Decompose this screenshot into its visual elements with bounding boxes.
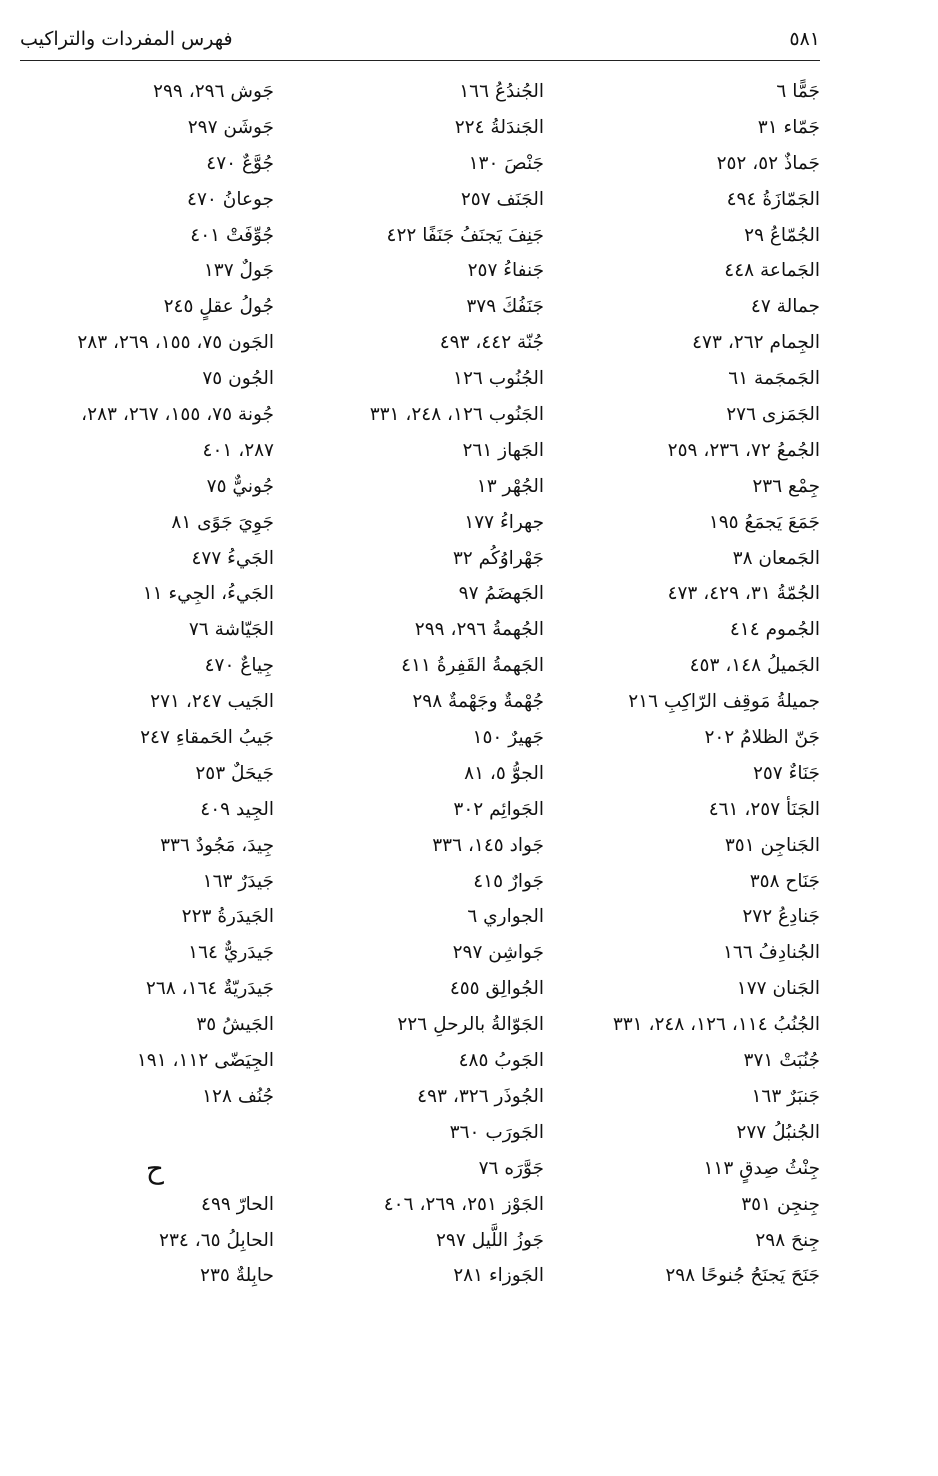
index-entry: جُهْمةٌ وجَهْمةٌ ٢٩٨ — [412, 691, 544, 713]
index-entry: جَهْراوُكُم ٣٢ — [452, 547, 544, 569]
index-entry: حابِلةٌ ٢٣٥ — [200, 1265, 274, 1287]
index-entry: الجَناجِن ٣٥١ — [724, 834, 820, 856]
index-entry: جَنفاءُ ٢٥٧ — [467, 260, 544, 282]
index-entry: الجَيشُ ٣٥ — [196, 1014, 274, 1036]
index-entry: الحارّ ٤٩٩ — [201, 1193, 274, 1215]
index-entry: جَواد ١٤٥، ٣٣٦ — [432, 834, 544, 856]
index-entry: جِياعٌ ٤٧٠ — [204, 655, 274, 677]
index-entry: الجَميلُ ١٤٨، ٤٥٣ — [689, 655, 820, 677]
index-entry: جَنّ الظلامُ ٢٠٢ — [704, 727, 820, 749]
index-entry: الجُهمةُ ٢٩٦، ٢٩٩ — [414, 619, 544, 641]
index-entry: الجُندُعُ ١٦٦ — [459, 81, 544, 102]
index-entry: جَيدَريّةٌ ١٦٤، ٢٦٨ — [145, 978, 274, 1000]
index-entry: جميلةُ مَوقِف الرّاكِبِ ٢١٦ — [628, 691, 820, 713]
index-entry: الجواري ٦ — [467, 906, 544, 928]
index-entry: جَيدَريٌّ ١٦٤ — [188, 942, 274, 964]
index-entry: جَنَفُكَ ٣٧٩ — [466, 296, 544, 318]
index-entry: الجُهْر ١٣ — [476, 475, 544, 497]
index-entry: جِنجِن ٣٥١ — [741, 1193, 820, 1215]
index-entry: جَواشِن ٢٩٧ — [452, 942, 544, 964]
index-entry: جَوِيَ جَوًى ٨١ — [171, 511, 274, 533]
letter-heading: ح — [145, 1151, 164, 1185]
index-entry: جِنْثُ صِدقٍ ١١٣ — [703, 1157, 820, 1179]
index-entry: الجَوّالةُ بالرحلِ ٢٢٦ — [397, 1014, 544, 1036]
index-entry: جَولٌ ١٣٧ — [203, 260, 274, 282]
index-entry: الجَنان ١٧٧ — [736, 978, 820, 1000]
index-entry: الجِيَضّى ١١٢، ١٩١ — [136, 1050, 274, 1072]
index-entry: الجُنبُلُ ٢٧٧ — [736, 1121, 820, 1143]
index-entry: الجُوذَر ٣٢٦، ٤٩٣ — [417, 1085, 544, 1107]
index-entry: الجُمعُ ٧٢، ٢٣٦، ٢٥٩ — [667, 439, 820, 461]
index-entry: جُنُف ١٢٨ — [202, 1085, 274, 1107]
index-entry: جَنَحَ يَجنَحُ جُنوحًا ٢٩٨ — [665, 1265, 820, 1287]
index-entry: الجَنَأ ٢٥٧، ٤٦١ — [708, 798, 820, 820]
index-entry: الجَيّاشة ٧٦ — [188, 619, 274, 641]
index-entry: الجَماعة ٤٤٨ — [724, 260, 820, 282]
index-entry: الجَيءُ ٤٧٧ — [191, 547, 274, 569]
index-entry: الجَمعان ٣٨ — [732, 547, 820, 569]
index-entry: جُولُ عقلٍ ٢٤٥ — [163, 296, 274, 318]
index-entry: جَهيرٌ ١٥٠ — [472, 727, 544, 749]
index-entry: الجَوْز ٢٥١، ٢٦٩، ٤٠٦ — [383, 1193, 544, 1215]
index-entry: الحابِلُ ٦٥، ٢٣٤ — [159, 1229, 274, 1251]
index-entry: جَنَاح ٣٥٨ — [749, 870, 820, 892]
index-entry: ٢٨٧، ٤٠١ — [202, 439, 274, 461]
index-column-right — [550, 74, 820, 1294]
index-entry: الجوُّ ٥، ٨١ — [464, 762, 544, 784]
index-entry: جَوَّرَه ٧٦ — [478, 1157, 544, 1179]
index-entry: الجِيد ٤٠٩ — [200, 798, 274, 820]
index-entry: الجَهضَمُ ٩٧ — [458, 583, 544, 605]
index-entry: جَنبَرٌ ١٦٣ — [751, 1085, 820, 1107]
running-title: فهرس المفردات والتراكيب — [20, 28, 233, 50]
index-entry: الجُنُوب ١٢٦ — [453, 368, 544, 390]
index-entry: جُوَّعٌ ٤٧٠ — [206, 152, 274, 174]
index-entry: الجُوالِق ٤٥٥ — [449, 978, 544, 1000]
index-entry: الجَورَب ٣٦٠ — [449, 1121, 544, 1143]
index-entry: الجُمّاعُ ٢٩ — [744, 224, 820, 246]
index-entry: الجُنُبُ ١١٤، ١٢٦، ٢٤٨، ٣٣١ — [612, 1014, 820, 1036]
index-entry: جَيدَرٌ ١٦٣ — [202, 870, 274, 892]
index-entry: جَيحَلٌ ٢٥٣ — [195, 762, 274, 784]
index-entry: الجَون ٧٥، ١٥٥، ٢٦٩، ٢٨٣ — [77, 332, 274, 354]
index-entry: الجَيدَرةُ ٢٢٣ — [181, 906, 274, 928]
index-entry: جَنَاءٌ ٢٥٧ — [752, 762, 820, 784]
index-entry: جوعانُ ٤٧٠ — [187, 188, 274, 210]
column-spacer — [0, 1115, 274, 1151]
index-entry: جَمّاء ٣١ — [757, 116, 820, 138]
index-entry: الجَيب ٢٤٧، ٢٧١ — [150, 691, 274, 713]
index-entry: الجُنادِفُ ١٦٦ — [722, 942, 820, 964]
index-entry: جَنْصَ ١٣٠ — [468, 152, 544, 174]
index-entry: جَماذٌ ٥٢، ٢٥٢ — [716, 152, 820, 174]
index-entry: جُنّة ٤٤٢، ٤٩٣ — [439, 332, 544, 354]
index-entry: جِمْع ٢٣٦ — [752, 475, 820, 497]
index-entry: الجُمّةُ ٣١، ٤٢٩، ٤٧٣ — [667, 583, 820, 605]
index-entry: جَوارٌ ٤١٥ — [473, 870, 544, 892]
index-entry: جمالة ٤٧ — [750, 296, 820, 318]
index-entry: جَنِفَ يَجنَفُ جَنَفًا ٤٢٢ — [386, 224, 544, 246]
running-header — [20, 26, 820, 61]
index-entry: جَوش ٢٩٦، ٢٩٩ — [153, 81, 274, 102]
index-entry: الجَوبُ ٤٨٥ — [458, 1050, 544, 1072]
index-column-left — [0, 74, 274, 1294]
index-entry: جَوزُ اللَّيل ٢٩٧ — [436, 1229, 544, 1251]
index-entry: جَمَعَ يَجمَعُ ١٩٥ — [708, 511, 820, 533]
index-entry: جُوِّفَتْ ٤٠١ — [190, 224, 274, 246]
index-entry: جِيدَ، مَجُودٌ ٣٣٦ — [160, 834, 274, 856]
index-entry: جَمًّا ٦ — [776, 81, 820, 102]
index-entry: جِنحَ ٢٩٨ — [755, 1229, 820, 1251]
index-column-middle — [244, 74, 544, 1294]
index-entry: جُونة ٧٥، ١٥٥، ٢٦٧، ٢٨٣، — [81, 404, 274, 426]
index-entry: الجُموم ٤١٤ — [729, 619, 820, 641]
index-entry: الجَيءُ، الجِيء ١١ — [142, 583, 274, 605]
index-entry: الجَوزاء ٢٨١ — [453, 1265, 544, 1287]
index-entry: الجَندَلةُ ٢٢٤ — [454, 116, 544, 138]
page-number: ٥٨١ — [789, 28, 820, 50]
index-entry: الجَوائِم ٣٠٢ — [453, 798, 544, 820]
index-entry: الجَنُوب ١٢٦، ٢٤٨، ٣٣١ — [369, 404, 544, 426]
index-entry: جَنادِعُ ٢٧٢ — [742, 906, 820, 928]
index-entry: الجِمام ٢٦٢، ٤٧٣ — [692, 332, 820, 354]
index-entry: الجَهمةُ القَفِرةُ ٤١١ — [401, 655, 544, 677]
index-entry: الجَنَف ٢٥٧ — [460, 188, 544, 210]
index-entry: الجَمجَمة ٦١ — [728, 368, 820, 390]
index-entry: جُنُبَتْ ٣٧١ — [743, 1050, 820, 1072]
index-entry: جُونيٌّ ٧٥ — [206, 475, 274, 497]
index-entry: جهراءُ ١٧٧ — [464, 511, 544, 533]
index-entry: الجُون ٧٥ — [202, 368, 274, 390]
index-entry: جَيبُ الحَمقاءِ ٢٤٧ — [140, 727, 274, 749]
index-entry: جَوشَن ٢٩٧ — [187, 116, 274, 138]
index-entry: الجَهاز ٢٦١ — [462, 439, 544, 461]
index-entry: الجَمّازَةُ ٤٩٤ — [726, 188, 820, 210]
index-entry: الجَمَزى ٢٧٦ — [726, 404, 820, 426]
